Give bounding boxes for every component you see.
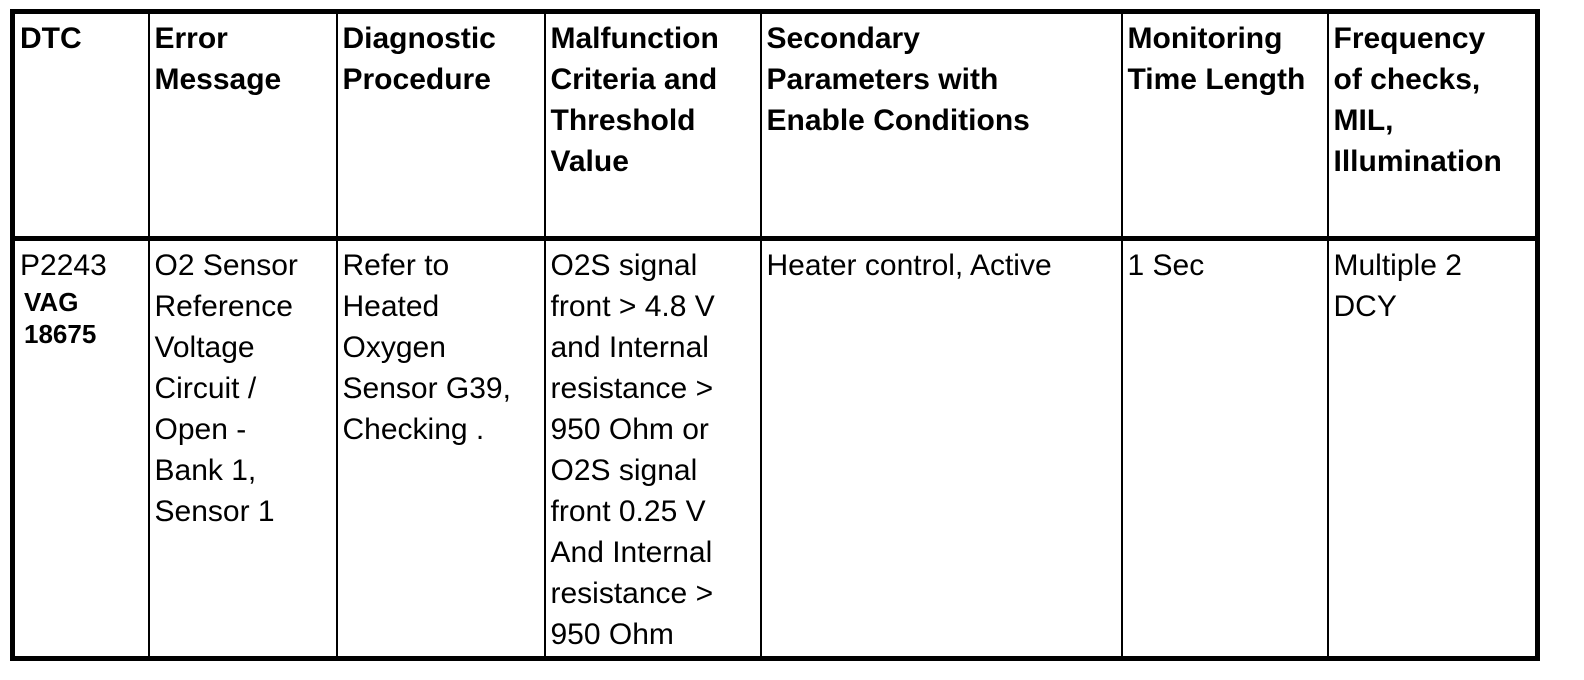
cell-malfunction-criteria: [545, 239, 761, 659]
header-dtc: [13, 12, 149, 239]
cell-secondary-parameters: [761, 239, 1122, 659]
monitoring-time-text: 1 Sec: [1127, 249, 1205, 282]
header-malfunction-criteria: [545, 12, 761, 239]
diagnostic-procedure-text: Refer to Heated Oxygen Sensor G39, Checking .: [342, 249, 511, 446]
header-monitoring-time: [1122, 12, 1328, 239]
frequency-text: Multiple 2 DCY: [1333, 249, 1462, 323]
table-row: [13, 239, 1538, 659]
header-error-message-label: Error Message: [154, 22, 282, 96]
error-message-text: O2 Sensor Reference Voltage Circuit / Open - Bank 1, Sensor 1: [154, 249, 298, 528]
dtc-table: [10, 9, 1540, 661]
header-monitoring-time-label: Monitoring Time Length: [1127, 22, 1306, 96]
secondary-parameters-text: Heater control, Active: [766, 249, 1052, 282]
cell-frequency: [1328, 239, 1538, 659]
vag-code: VAG 18675: [24, 287, 97, 349]
malfunction-criteria-text: O2S signal front > 4.8 V and Internal resistance > 950 Ohm or O2S signal front 0.25 V And Internal resistance > 950 Ohm: [550, 249, 715, 651]
header-secondary-parameters: [761, 12, 1122, 239]
header-secondary-parameters-label: Secondary Parameters with Enable Conditions: [766, 22, 1030, 137]
cell-dtc: [13, 239, 149, 659]
dtc-code: P2243: [20, 249, 107, 282]
cell-error-message: [149, 239, 337, 659]
header-row: [13, 12, 1538, 239]
header-frequency: [1328, 12, 1538, 239]
header-diagnostic-procedure: [337, 12, 545, 239]
header-frequency-label: Frequency of checks, MIL, Illumination: [1333, 22, 1502, 178]
cell-monitoring-time: [1122, 239, 1328, 659]
header-diagnostic-procedure-label: Diagnostic Procedure: [342, 22, 496, 96]
header-dtc-label: DTC: [20, 22, 82, 55]
header-malfunction-criteria-label: Malfunction Criteria and Threshold Value: [550, 22, 719, 178]
cell-diagnostic-procedure: [337, 239, 545, 659]
header-error-message: [149, 12, 337, 239]
